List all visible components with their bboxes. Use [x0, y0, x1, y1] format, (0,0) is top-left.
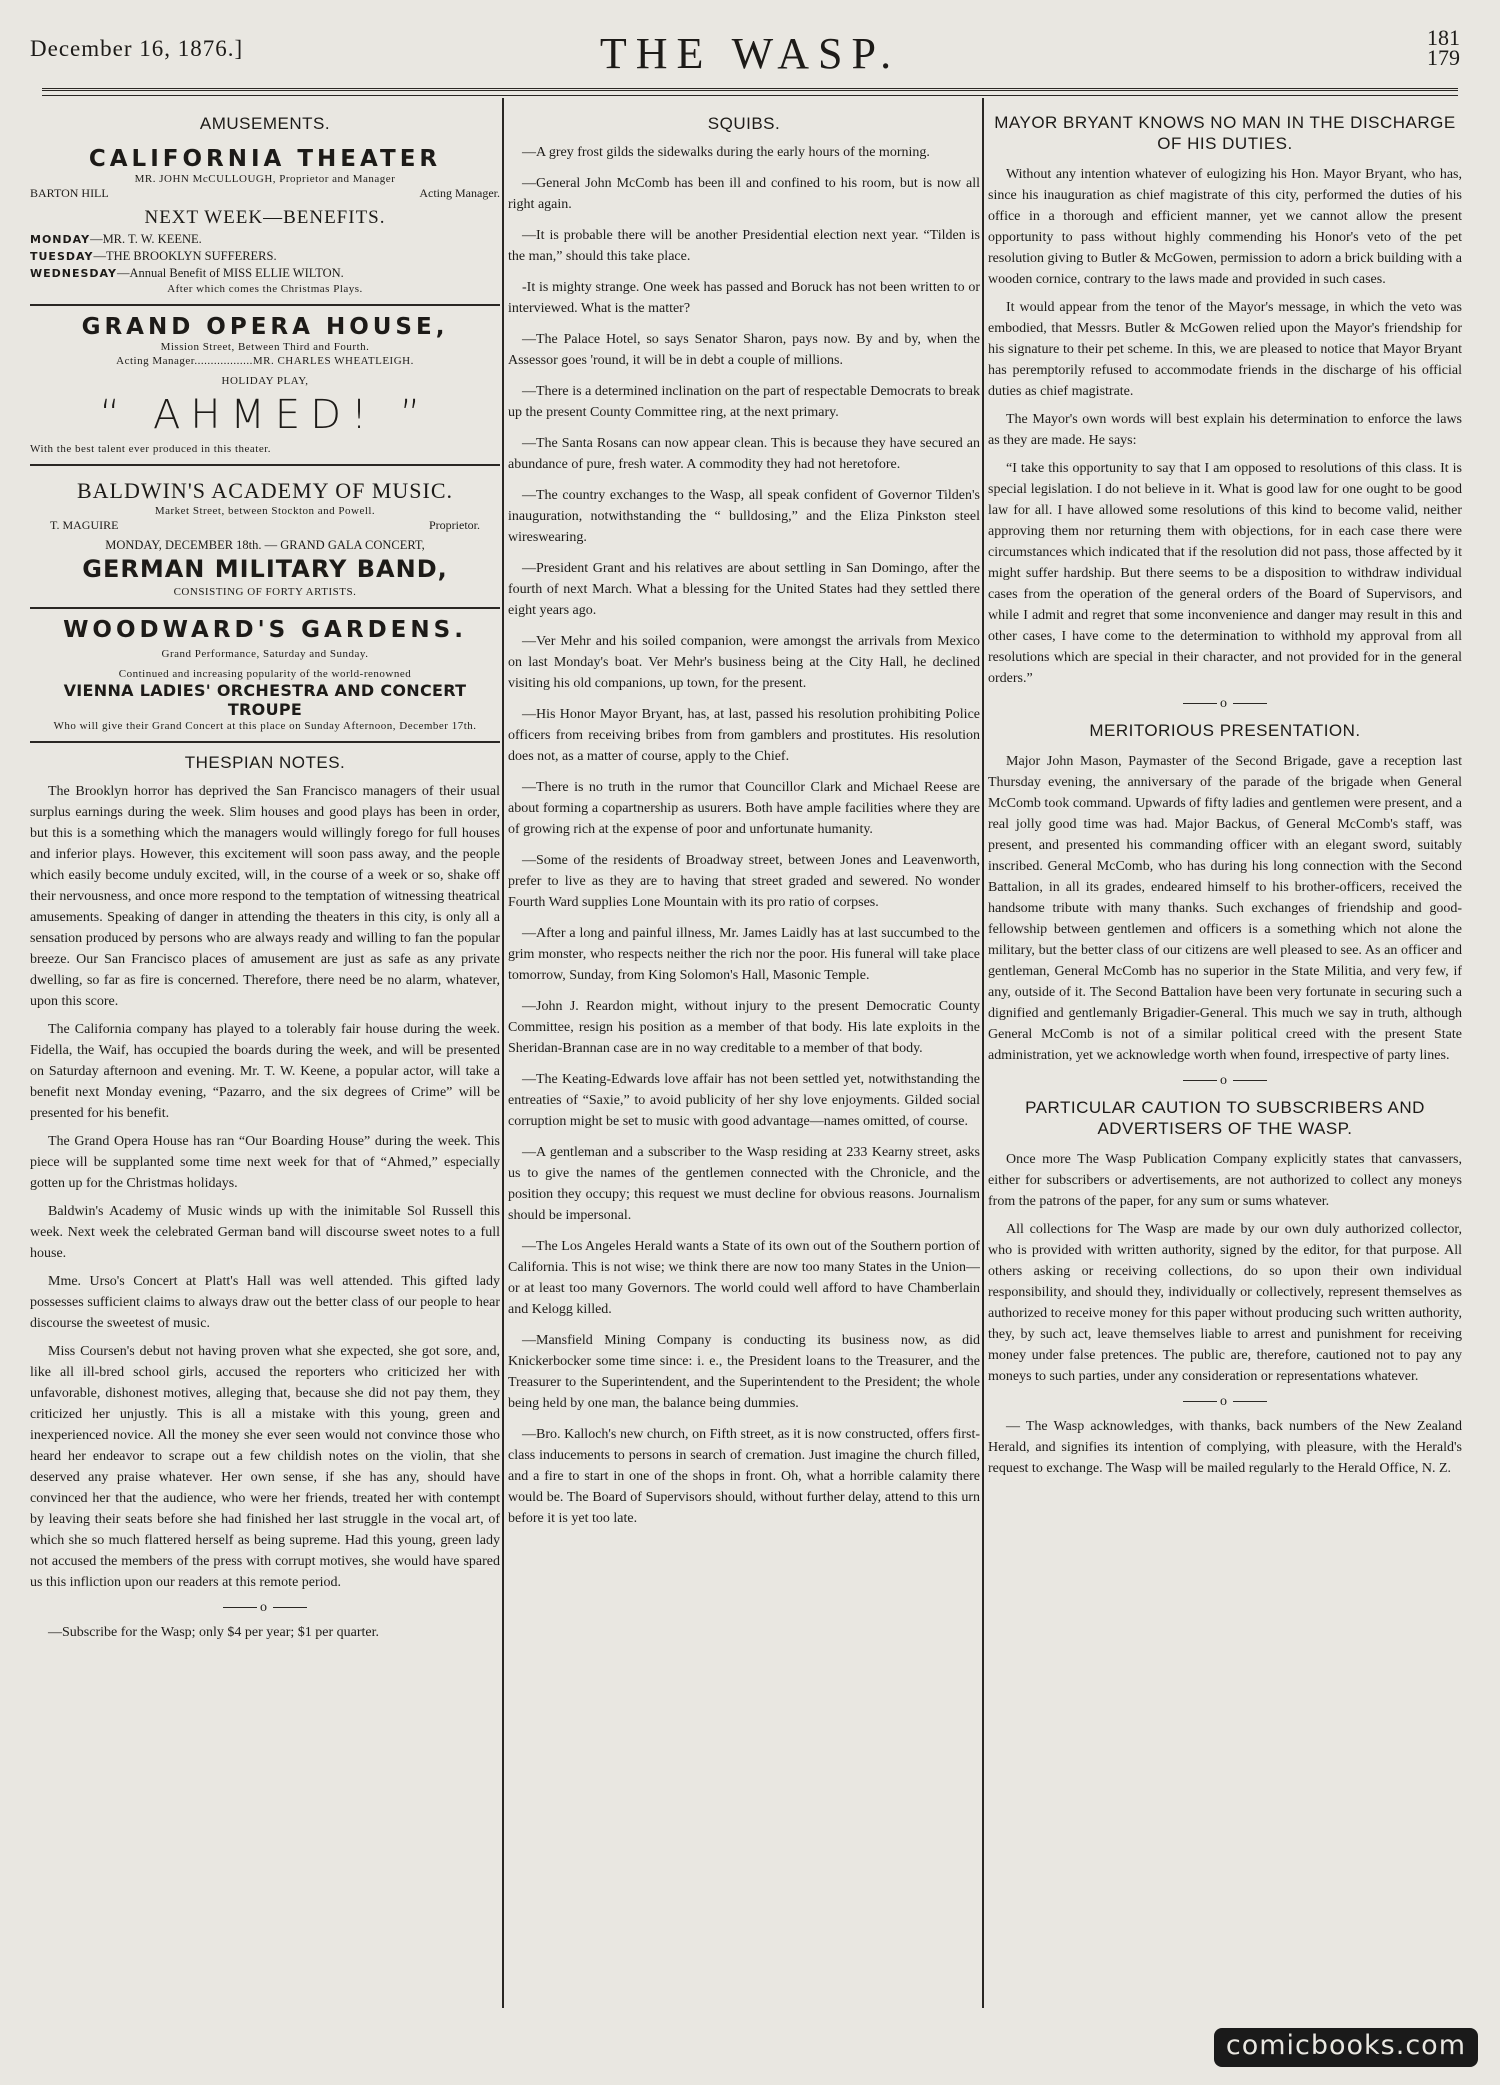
meritorious-paragraph: Major John Mason, Paymaster of the Second Brigade, gave a reception last Thursday evening, the anniversary of the parade of the brigade when General McComb took command. Upwards of fifty ladies and gentlemen were present, and a real jolly good time was had. Major Backus, of General McComb's staff, was present, and presented his commanding officer with an elegant sword, suitably inscribed. General McComb, who has during his long connection with the Second Battalion, in all its grades, endeared himself to his brother-officers, received the handsome tribute with many thanks. Such exchanges of friendship and good-fellowship between gentlemen and officers is a something which not alone the military, but the better class of our citizens are well pleased to see. As an officer and gentleman, General McComb has no superior in the State Militia, and very few, if any, outside of it. The Second Battalion have been very fortunate in securing such a dignified and gentlemanly Brigadier-General. This much we say in truth, although General McComb is not of a similar political creed with the present State administration, yet we acknowledge worth when found, irrespective of party lines.	[988, 754, 1462, 1063]
continued-popularity-line: Continued and increasing popularity of the world-renowned	[118, 668, 412, 680]
monday-text: —MR. T. W. KEENE.	[90, 232, 202, 246]
subscribe-note: —Subscribe for the Wasp; only $4 per year; $1 per quarter.	[48, 1625, 380, 1640]
squib-item: —The Santa Rosans can now appear clean. This is because they have secured an abundance of pure, fresh water. A commodity they had not heretofore.	[508, 436, 980, 472]
wednesday-line	[30, 265, 500, 282]
grand-opera-house-manager: Acting Manager..................MR. CHARLES WHEATLEIGH.	[116, 355, 414, 367]
caution-heading: PARTICULAR CAUTION TO SUBSCRIBERS AND ADVERTISERS OF THE WASP.	[1025, 1098, 1425, 1138]
thespian-paragraph: The Brooklyn horror has deprived the San Francisco managers of their usual surplus earnings during the week. Slim houses and good plays has been in order, but this is a something which the managers would willingly forego for full houses and inferior plays. However, this excitement will soon pass away, and the people which easily become unduly excited, will, in the course of a week or so, shake off their nervousness, and once more respond to the temptation of witnessing theatrical amusements. Speaking of danger in attending the theaters in this city, is only all a sensation produced by persons who are always ready and willing to fan the popular breeze. Our San Francisco places of amusement are just as safe as any private dwelling, so far as fire is concerned. Therefore, there need be no alarm, whatever, upon this score.	[30, 784, 500, 1009]
wednesday-text: —Annual Benefit of MISS ELLIE WILTON.	[116, 266, 344, 280]
thespian-paragraph: The California company has played to a tolerably fair house during the week. Fidella, the Waif, has occupied the boards during the week, and will be presented on Saturday afternoon and evening. Mr. T. W. Keene, a popular actor, will take a benefit next Monday evening, “Pazarro, and the six degrees of Crime” will be presented for his benefit.	[30, 1022, 500, 1121]
wednesday-label: WEDNESDAY	[30, 267, 117, 280]
squib-item: —The Keating-Edwards love affair has not been settled yet, notwithstanding the entreaties of “Saxie,” to avoid publicity of her shy love enjoyments. Gilded social corruption might be set to music with good advantage—names omitted, of course.	[508, 1072, 980, 1129]
section-separator: o	[988, 1394, 1462, 1410]
baldwins-academy-proprietor-role: Proprietor.	[429, 518, 480, 532]
california-theater-manager-role: Acting Manager.	[419, 186, 500, 200]
squib-item: —The Palace Hotel, so says Senator Sharon, pays now. By and by, when the Assessor goes 'round, it will be in debt a couple of millions.	[508, 332, 980, 368]
forty-artists-note: CONSISTING OF FORTY ARTISTS.	[173, 586, 357, 598]
california-theater-manager: BARTON HILL	[30, 186, 109, 200]
meritorious-presentation-heading: MERITORIOUS PRESENTATION.	[1089, 721, 1361, 740]
baldwins-academy-address: Market Street, between Stockton and Powell.	[154, 505, 376, 517]
section-separator: o	[988, 1073, 1462, 1089]
thespian-paragraph: Mme. Urso's Concert at Platt's Hall was well attended. This gifted lady possesses sufficient claims to always draw out the better class of our people to hear discourse the sweetest of music.	[30, 1274, 500, 1331]
vienna-concert-note: Who will give their Grand Concert at this place on Sunday Afternoon, December 17th.	[53, 720, 477, 732]
squib-item: —After a long and painful illness, Mr. James Laidly has at last succumbed to the grim monster, who respects neither the rich nor the poor. His funeral will take place tomorrow, Sunday, from King Solomon's Hall, Masonic Temple.	[508, 926, 980, 983]
grand-opera-house-ad	[30, 310, 500, 466]
tuesday-label: TUESDAY	[30, 250, 94, 263]
mayor-paragraph: It would appear from the tenor of the Mayor's message, in which the veto was embodied, that Messrs. Butler & McGowen relied upon the Mayor's friendship for his signature to their pet scheme. In this, we are pleased to notice that Mayor Bryant has peremptorily refused to accommodate friends in the discharge of his official duties as chief magistrate.	[988, 300, 1462, 399]
best-talent-note: With the best talent ever produced in this theater.	[30, 443, 272, 455]
squib-item: —Ver Mehr and his soiled companion, were amongst the arrivals from Mexico on last Monday's boat. Ver Mehr's business being at the City Hall, he declined visiting his old companions, up town, for the present.	[508, 634, 980, 691]
page-number	[1427, 25, 1460, 70]
baldwins-academy-name: BALDWIN'S ACADEMY OF MUSIC.	[76, 478, 454, 503]
squib-item: —John J. Reardon might, without injury to the present Democratic County Committee, resign his position as a member of that body. His late exploits in the Sheridan-Brannan case are in no way creditable to a member of that body.	[508, 999, 980, 1056]
squib-item: —A grey frost gilds the sidewalks during the early hours of the morning.	[522, 145, 930, 160]
next-week-heading: NEXT WEEK—BENEFITS.	[144, 207, 386, 228]
baldwins-academy-ad	[30, 470, 500, 609]
issue-date: December 16, 1876.]	[30, 36, 244, 61]
page-number-top: 181	[1427, 25, 1460, 50]
california-theater-name: CALIFORNIA THEATER	[88, 146, 442, 172]
column-editorials	[988, 104, 1462, 2015]
page-number-bottom: 179	[1427, 45, 1460, 70]
section-separator: o	[30, 1600, 500, 1616]
squib-item: —General John McComb has been ill and confined to his room, but is now all right again.	[508, 176, 980, 212]
squib-item: —Bro. Kalloch's new church, on Fifth street, as it is now constructed, offers first-class inducements to persons in search of cremation. Just imagine the church filled, and a fire to start in one of the shops in front. Oh, what a horrible calamity there would be. The Board of Supervisors should, without further delay, attend to this urn before it is yet too late.	[508, 1427, 980, 1526]
squib-item: -It is mighty strange. One week has passed and Boruck has not been written to or interviewed. What is the matter?	[508, 280, 980, 316]
squibs-heading: SQUIBS.	[707, 114, 781, 133]
california-theater-proprietor: MR. JOHN McCULLOUGH, Proprietor and Manager	[134, 173, 396, 185]
woodwards-gardens-name: WOODWARD'S GARDENS.	[63, 617, 467, 643]
woodwards-gardens-ad	[30, 613, 500, 743]
site-watermark: comicbooks.com	[1214, 2028, 1478, 2067]
thespian-paragraph: Baldwin's Academy of Music winds up with the inimitable Sol Russell this week. Next week the celebrated German band will discourse sweet notes to a full house.	[30, 1204, 500, 1261]
masthead	[30, 25, 1470, 78]
holiday-play-label: HOLIDAY PLAY,	[221, 375, 309, 387]
mayor-paragraph: The Mayor's own words will best explain his determination to enforce the laws as they are made. He says:	[988, 412, 1462, 448]
caution-paragraph: Once more The Wasp Publication Company explicitly states that canvassers, either for subscribers or advertisements, are not authorized to collect any moneys from the patrons of the paper, for any sum or sums whatever.	[988, 1152, 1462, 1209]
squib-item: —President Grant and his relatives are about settling in San Domingo, after the fourth of next March. What a blessing for the United States had they settled there eight years ago.	[508, 561, 980, 618]
squib-item: —The country exchanges to the Wasp, all speak confident of Governor Tilden's inauguration, notwithstanding the “ bulldosing,” and the Eliza Pinkston steel wireswearing.	[508, 488, 980, 545]
squib-item: —Some of the residents of Broadway street, between Jones and Leavenworth, prefer to live as they are to having that street graded and sewered. No wonder Fourth Ward supplies Lone Mountain with its pro ratio of corpses.	[508, 853, 980, 910]
caution-paragraph: All collections for The Wasp are made by our own duly authorized collector, who is provided with written authority, signed by the editor, for that purpose. All others asking or receiving collections, do so upon their own individual responsibility, and should they, individually or collectively, represent themselves as authorized to receive money for this paper without producing such written authority, they, by such act, leave themselves liable to arrest and punishment for receiving money under false pretences. The public are, therefore, cautioned not to pay any moneys to such parties, under any consideration or representations whatever.	[988, 1222, 1462, 1384]
baldwins-academy-proprietor: T. MAGUIRE	[50, 518, 119, 532]
section-separator: o	[988, 696, 1462, 712]
new-zealand-herald-note: — The Wasp acknowledges, with thanks, back numbers of the New Zealand Herald, and signifies its intention of complying, with pleasure, with the Herald's request to exchange. The Wasp will be mailed regularly to the Herald Office, N. Z.	[988, 1419, 1462, 1476]
christmas-plays-note: After which comes the Christmas Plays.	[167, 283, 363, 295]
vienna-orchestra: VIENNA LADIES' ORCHESTRA AND CONCERT TROUPE	[63, 681, 467, 719]
newspaper-title: THE WASP.	[599, 29, 901, 78]
squib-item: —Mansfield Mining Company is conducting its business now, as did Knickerbocker some time since: i. e., the President loans to the Treasurer, and the Treasurer to the Superintendent, and the Superintendent to the President; the whole being held by one man, the balance being dummies.	[508, 1333, 980, 1411]
grand-performance-line: Grand Performance, Saturday and Sunday.	[161, 648, 369, 660]
column-squibs	[508, 104, 980, 2015]
thespian-notes-heading: THESPIAN NOTES.	[184, 753, 346, 772]
tuesday-text: —THE BROOKLYN SUFFERERS.	[93, 249, 277, 263]
gala-concert-line: MONDAY, DECEMBER 18th. — GRAND GALA CONCERT,	[105, 538, 425, 552]
monday-label: MONDAY	[30, 233, 91, 246]
squib-item: —His Honor Mayor Bryant, has, at last, passed his resolution prohibiting Police officers from receiving bribes from from gamblers and prostitutes. His resolution does not, as a matter of course, apply to the Chief.	[508, 707, 980, 764]
mayor-paragraph: “I take this opportunity to say that I am opposed to resolutions of this class. It is special legislation. I do not believe in it. What is good law for one ought to be good law for all. I have allowed some resolutions of this kind to become valid, neither approving them nor returning them with objections, for in each case there were circumstances which indicated that if the resolution did not pass, those affected by it might suffer hardship. But there seems to be a disposition to withdraw individual cases from the operation of the general orders of the Board of Supervisors, and while I admit and regret that some inconvenience and danger may result in this and other cases, I have come to the determination to withhold my approval from all resolutions which are special in their character, and not provided for in the general orders.”	[988, 461, 1462, 686]
squib-item: —There is no truth in the rumor that Councillor Clark and Michael Reese are about forming a copartnership as usurers. Both have ample facilities where they are of growing rich at the expense of poor and unfortunate humanity.	[508, 780, 980, 837]
amusements-heading: AMUSEMENTS.	[199, 114, 331, 133]
column-divider-1	[502, 98, 504, 2008]
squib-item: —It is probable there will be another Presidential election next year. “Tilden is the man,” should this take place.	[508, 228, 980, 264]
squib-item: —There is a determined inclination on the part of respectable Democrats to break up the present County Committee ring, at the next primary.	[508, 384, 980, 420]
tuesday-line	[30, 248, 500, 265]
monday-line	[30, 231, 500, 248]
thespian-paragraph: The Grand Opera House has ran “Our Boarding House” during the week. This piece will be supplanted some time next week for that of “Ahmed,” especially gotten up for the Christmas holidays.	[30, 1134, 500, 1191]
baldwins-academy-proprietor-row	[30, 518, 500, 533]
masthead-rule	[42, 88, 1458, 96]
grand-opera-house-name: GRAND OPERA HOUSE,	[81, 314, 449, 340]
grand-opera-house-address: Mission Street, Between Third and Fourth.	[160, 341, 370, 353]
column-amusements	[30, 104, 500, 2015]
thespian-paragraph: Miss Coursen's debut not having proven what she expected, she got sore, and, like all ill-bred school girls, accused the reporters who criticized her with unfavorable, dishonest motives, alleging that, because she did not pay them, they criticized her unjustly. This is all a mistake with this young, green and inexperienced novice. All the money she ever seen would not convince those who heard her endeavor to scrape out a few childish notes on the violin, that she deserved any praise whatever. Her own sense, if she has any, should have convinced her that the audience, who were her friends, treated her with contempt by leaving their seats before she had finished her last struggle in the vocal art, of which she so much flattered herself as being supreme. Had this young, green lady not accused the members of the press with corrupt motives, she would have spared us this infliction upon our readers at this remote period.	[30, 1344, 500, 1590]
mayor-paragraph: Without any intention whatever of eulogizing his Hon. Mayor Bryant, who has, since his inauguration as chief magistrate of this city, performed the duties of his office in a thorough and efficient manner, yet we cannot allow the present opportunity to pass without highly commending his Honor's veto of the pet resolution giving to Butler & McGowen, permission to adorn a brick building with a wooden cornice, contrary to the laws made and provided in such cases.	[988, 167, 1462, 287]
california-theater-ad	[30, 142, 500, 306]
california-theater-manager-row	[30, 186, 500, 201]
squib-item: —A gentleman and a subscriber to the Wasp residing at 233 Kearny street, asks us to give the names of the gentlemen connected with the Chronicle, and the position they occupy; this request we must decline for obvious reasons. Journalism should be impersonal.	[508, 1145, 980, 1223]
squib-item: —The Los Angeles Herald wants a State of its own out of the Southern portion of California. This is not wise; we think there are now too many States in the Union—or at least too many Governors. The world could well afford to have Chamberlain and Kelogg killed.	[508, 1239, 980, 1317]
column-divider-2	[982, 98, 984, 2008]
ahmed-title: “ AHMED! ”	[99, 392, 431, 438]
mayor-bryant-heading: MAYOR BRYANT KNOWS NO MAN IN THE DISCHARGE OF HIS DUTIES.	[994, 113, 1456, 153]
german-military-band: GERMAN MILITARY BAND,	[82, 555, 448, 583]
